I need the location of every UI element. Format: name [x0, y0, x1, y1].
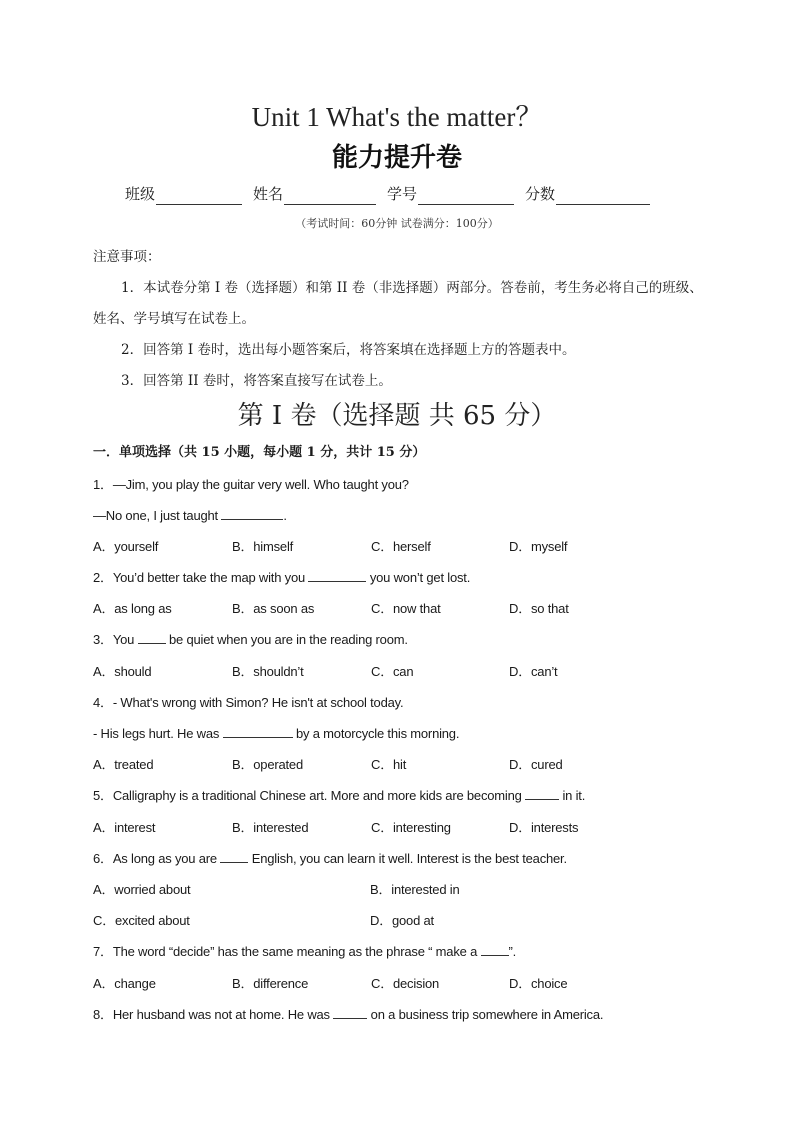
q4-text-pre: - His legs hurt. He was — [93, 726, 223, 741]
score-field[interactable] — [525, 183, 650, 205]
q7-option-c[interactable]: C．decision — [371, 976, 440, 991]
notice-item-1: 1．本试卷分第 I 卷（选择题）和第 II 卷（非选择题）两部分。答卷前，考生务必将自己的班级、 — [121, 280, 703, 296]
question-4-answer-line — [93, 724, 459, 744]
q7-text-post: ”. — [508, 944, 517, 959]
question-2 — [93, 568, 470, 588]
q1-text-post: . — [283, 508, 287, 523]
page-title: Unit 1 What's the matter？ — [251, 102, 543, 132]
class-blank[interactable] — [156, 186, 242, 205]
q7-option-d[interactable]: D．choice — [509, 976, 568, 991]
q5-text-pre: 5．Calligraphy is a traditional Chinese art. More and more kids are becoming — [93, 788, 526, 803]
q3-text-pre: 3．You — [93, 632, 138, 647]
notice-heading: 注意事项： — [93, 249, 161, 265]
score-label: 分数 — [525, 185, 556, 203]
q4-text-post: by a motorcycle this morning. — [292, 726, 460, 741]
q6-option-d[interactable]: D．good at — [370, 913, 434, 928]
question-6 — [93, 849, 567, 869]
question-5 — [93, 786, 585, 806]
q3-blank[interactable] — [138, 631, 166, 644]
q4-option-d[interactable]: D．cured — [509, 757, 563, 772]
q6-option-c[interactable]: C．excited about — [93, 913, 190, 928]
q2-text-pre: 2．You’d better take the map with you — [93, 570, 309, 585]
q3-option-b[interactable]: B．shouldn’t — [232, 664, 304, 679]
student-id-blank[interactable] — [418, 186, 514, 205]
student-id-label: 学号 — [387, 185, 418, 203]
q2-text-post: you won’t get lost. — [366, 570, 471, 585]
q2-option-a[interactable]: A．as long as — [93, 601, 172, 616]
class-label: 班级 — [125, 185, 156, 203]
question-8 — [93, 1005, 603, 1025]
q2-blank[interactable] — [308, 569, 366, 582]
q3-text-post: be quiet when you are in the reading room. — [165, 632, 408, 647]
exam-time-note: （考试时间：60分钟 试卷满分：100分） — [295, 217, 499, 230]
student-id-field[interactable] — [387, 183, 514, 205]
page-subtitle: 能力提升卷 — [331, 143, 462, 173]
q4-option-c[interactable]: C．hit — [371, 757, 407, 772]
question-4: 4．- What's wrong with Simon? He isn't at school today. — [93, 695, 404, 710]
name-label: 姓名 — [253, 185, 284, 203]
q2-option-b[interactable]: B．as soon as — [232, 601, 315, 616]
section-1-heading: 一．单项选择（共 15 小题，每小题 1 分，共计 15 分） — [93, 445, 426, 460]
q1-option-d[interactable]: D．myself — [509, 539, 568, 554]
name-field[interactable] — [253, 183, 376, 205]
q5-option-c[interactable]: C．interesting — [371, 820, 451, 835]
q6-option-b[interactable]: B．interested in — [370, 882, 460, 897]
q1-option-c[interactable]: C．herself — [371, 539, 431, 554]
notice-item-2: 2．回答第 I 卷时，选出每小题答案后，将答案填在选择题上方的答题表中。 — [121, 342, 576, 358]
q7-text-pre: 7．The word “decide” has the same meaning as the phrase “ make a — [93, 944, 481, 959]
q7-option-a[interactable]: A．change — [93, 976, 156, 991]
q5-text-post: in it. — [559, 788, 586, 803]
question-1: 1．—Jim, you play the guitar very well. Who taught you? — [93, 477, 409, 492]
class-field[interactable] — [125, 183, 242, 205]
student-info-row — [125, 183, 661, 205]
q7-blank[interactable] — [481, 943, 509, 956]
q1-text-pre: —No one, I just taught — [93, 508, 222, 523]
notice-item-1-cont: 姓名、学号填写在试卷上。 — [93, 311, 255, 327]
question-7 — [93, 942, 516, 962]
q2-option-d[interactable]: D．so that — [509, 601, 569, 616]
q2-option-c[interactable]: C．now that — [371, 601, 441, 616]
q8-text-pre: 8．Her husband was not at home. He was — [93, 1007, 334, 1022]
q6-option-a[interactable]: A．worried about — [93, 882, 191, 897]
q8-text-post: on a business trip somewhere in America. — [367, 1007, 604, 1022]
question-1-answer-line — [93, 506, 287, 526]
q4-option-b[interactable]: B．operated — [232, 757, 303, 772]
q7-option-b[interactable]: B．difference — [232, 976, 309, 991]
q6-text-post: English, you can learn it well. Interest is the best teacher. — [248, 851, 567, 866]
score-blank[interactable] — [556, 186, 650, 205]
q5-option-b[interactable]: B．interested — [232, 820, 309, 835]
q4-blank[interactable] — [223, 725, 293, 738]
q5-option-d[interactable]: D．interests — [509, 820, 579, 835]
q3-option-d[interactable]: D．can’t — [509, 664, 558, 679]
q1-blank[interactable] — [221, 507, 283, 520]
question-3 — [93, 630, 408, 650]
q6-blank[interactable] — [220, 850, 248, 863]
q6-text-pre: 6．As long as you are — [93, 851, 221, 866]
q3-option-a[interactable]: A．should — [93, 664, 152, 679]
name-blank[interactable] — [284, 186, 376, 205]
q8-blank[interactable] — [333, 1006, 367, 1019]
notice-item-3: 3．回答第 II 卷时，将答案直接写在试卷上。 — [121, 373, 392, 389]
q1-option-b[interactable]: B．himself — [232, 539, 294, 554]
q3-option-c[interactable]: C．can — [371, 664, 414, 679]
q5-blank[interactable] — [525, 787, 559, 800]
q5-option-a[interactable]: A．interest — [93, 820, 156, 835]
part-1-title: 第 I 卷（选择题 共 65 分） — [237, 401, 557, 431]
q1-option-a[interactable]: A．yourself — [93, 539, 159, 554]
q4-option-a[interactable]: A．treated — [93, 757, 154, 772]
